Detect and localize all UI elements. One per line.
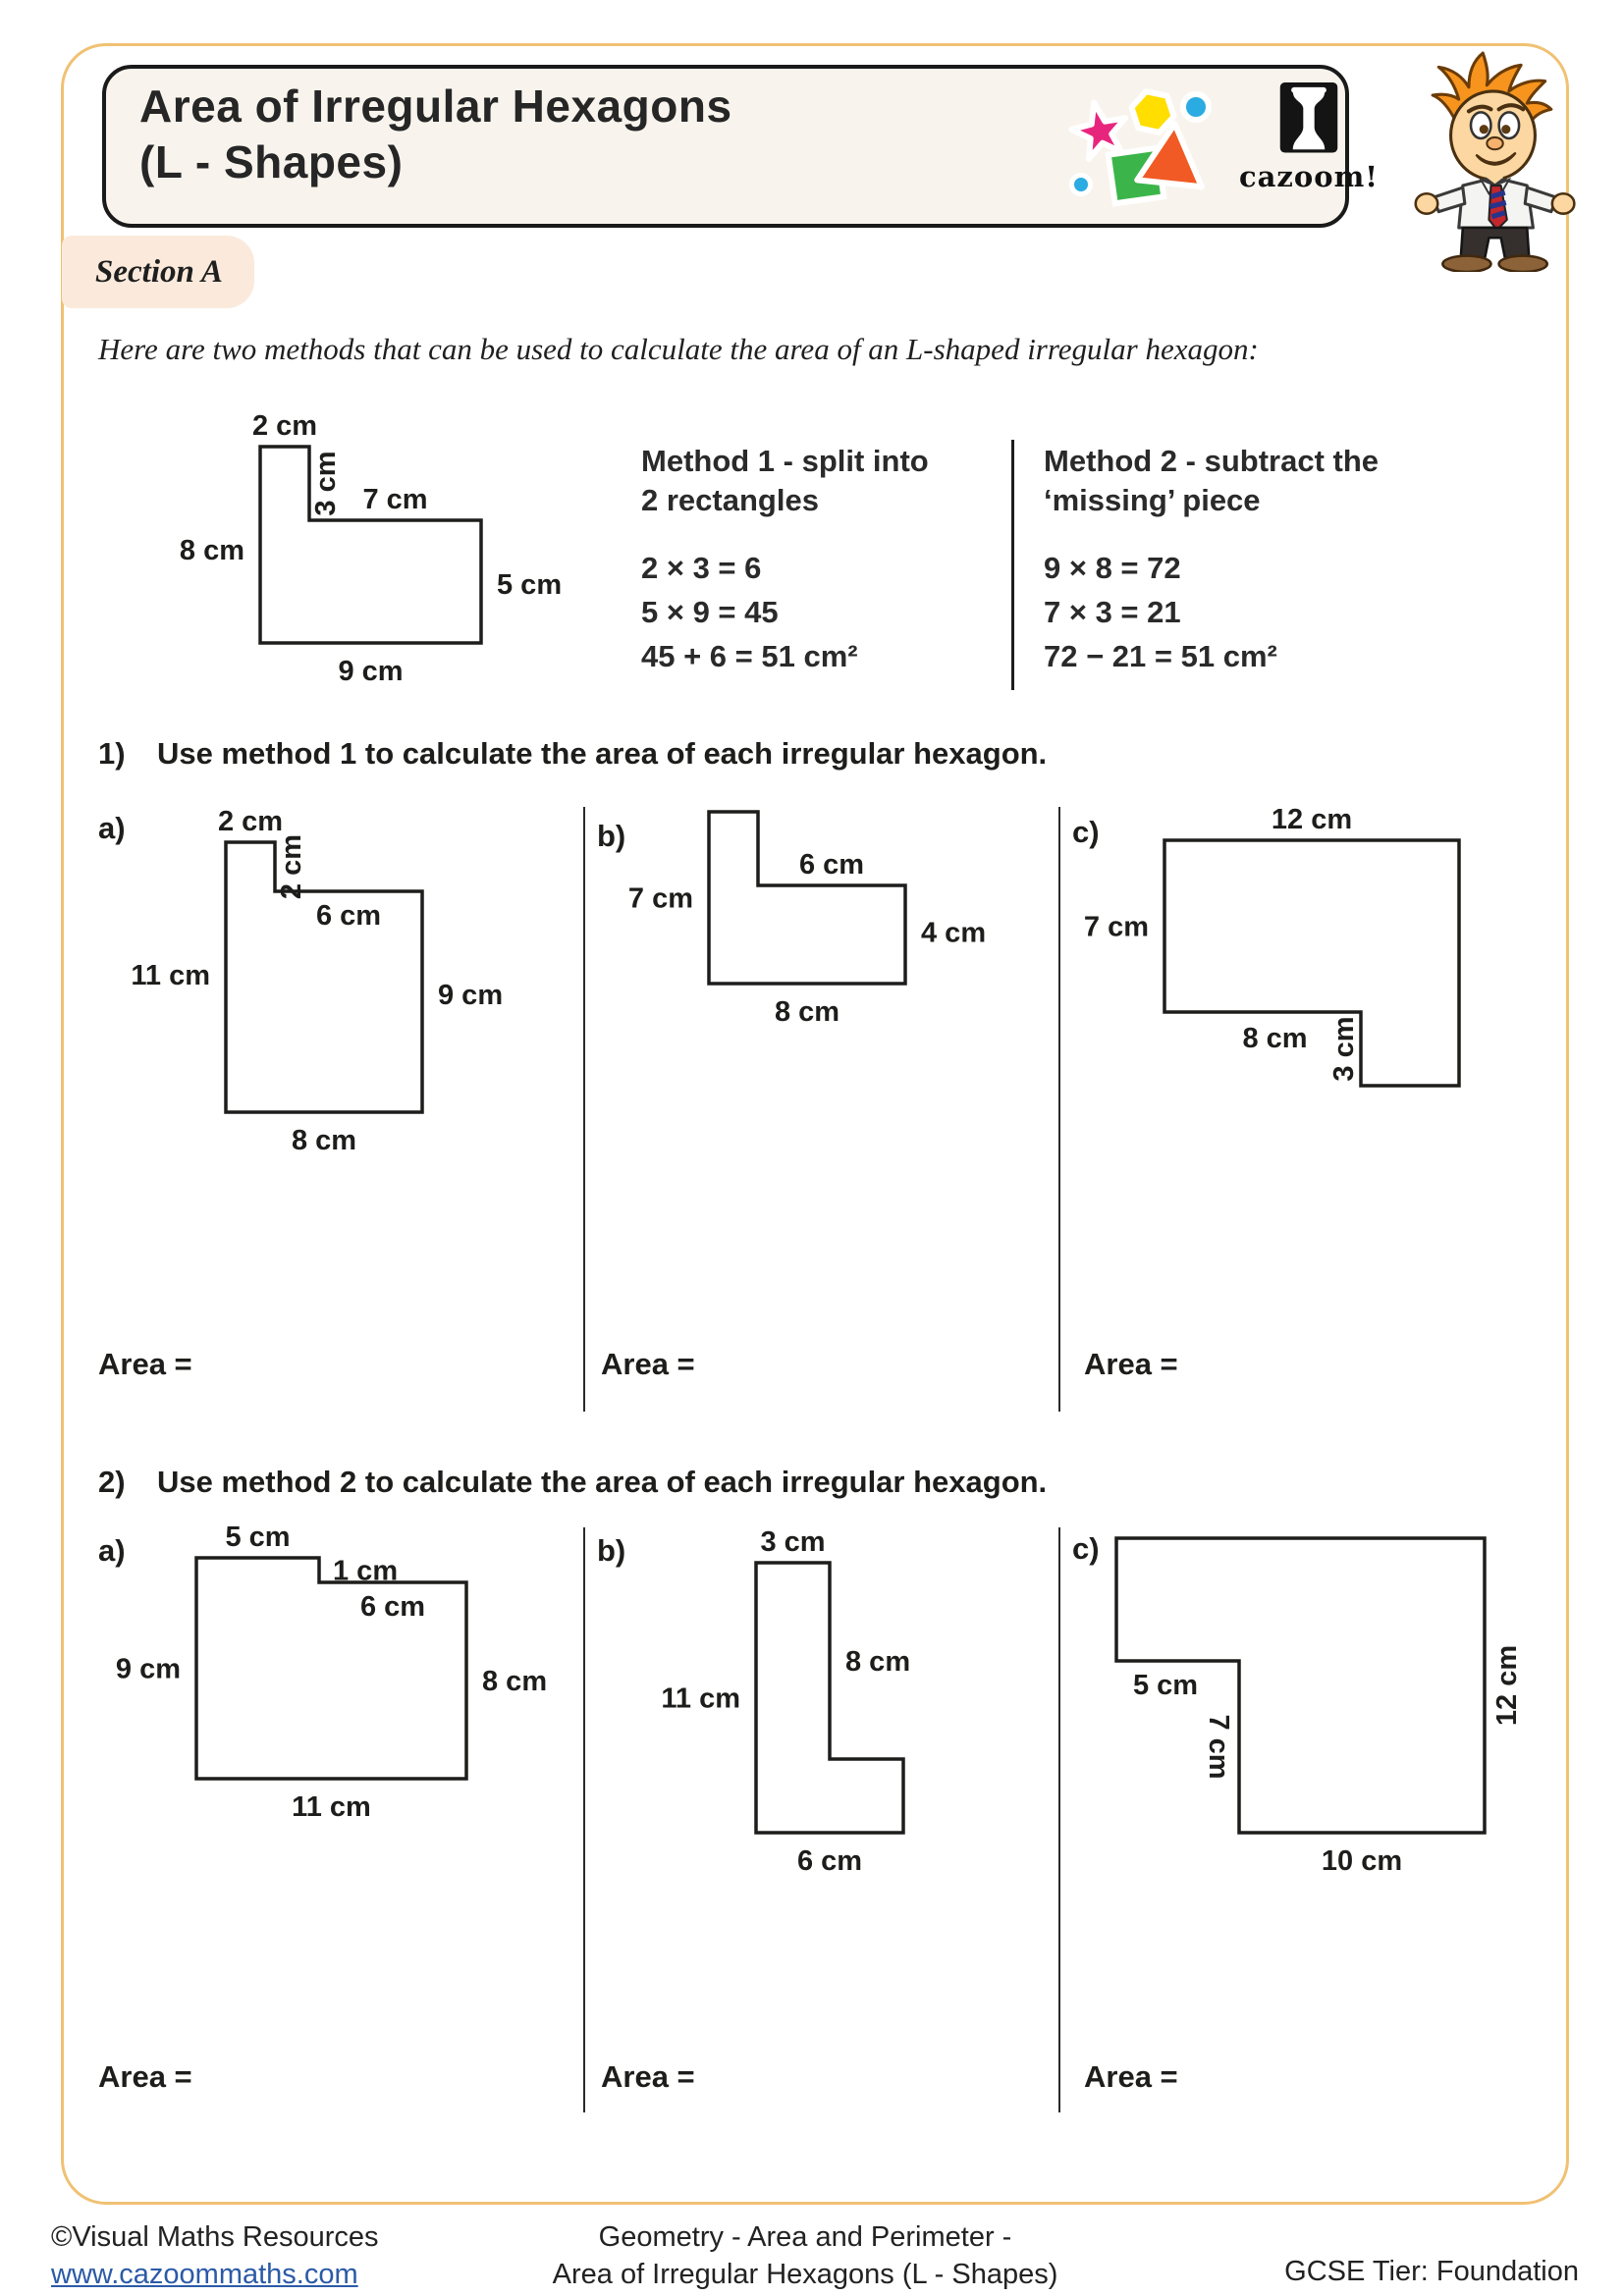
dimension-label: 1 cm [333,1555,399,1587]
method2-line: 7 × 3 = 21 [1044,595,1181,629]
figure-example [179,410,563,687]
page-title [139,79,732,190]
dimension-label: 4 cm [921,917,987,949]
method1-line: 45 + 6 = 51 cm² [641,639,858,673]
q1a-label: a) [98,811,126,845]
q1b-area-label: Area = [601,1347,695,1381]
cazoom-drum-icon [1278,82,1339,159]
method2-title: Method 2 - subtract the ‘missing’ piece [1044,444,1380,517]
figure-q2a [115,1522,548,1823]
dimension-label: 5 cm [497,569,563,601]
header-box [102,65,1380,228]
q2c-label: c) [1072,1531,1100,1566]
shape-outline [1164,840,1459,1086]
method1-working [641,546,858,678]
cazoom-logo [1225,82,1392,193]
cazoom-logo-text: cazoom! [1238,160,1380,193]
dimension-label: 9 cm [115,1653,181,1685]
dimension-label: 3 cm [760,1526,826,1558]
question-1-number: 1) [98,736,126,771]
mascot-trousers [1461,228,1530,258]
dimension-label: 2 cm [251,410,318,442]
dimension-label: 2 cm [276,833,307,900]
q2-column-divider-2 [1058,1527,1060,2112]
dimension-label: 5 cm [225,1522,291,1553]
page-border [61,43,1569,2205]
intro-text: Here are two methods that can be used to calculate the area of an L-shaped irregular hexagon: [98,332,1259,366]
dimension-label: 9 cm [438,980,504,1011]
dimension-label: 8 cm [291,1125,357,1156]
footer-url-link[interactable]: www.cazoommaths.com [51,2259,358,2290]
figure-q1b [627,812,987,1028]
methods-divider [1011,440,1014,690]
figure-q2b [661,1526,911,1877]
footer-credit: ©Visual Maths Resources [51,2221,379,2253]
circle-icon [1183,94,1209,120]
dimension-label: 6 cm [798,849,865,881]
dimension-label: 8 cm [1242,1023,1308,1054]
dimension-label: 11 cm [661,1682,740,1715]
footer-topic-line-1: Geometry - Area and Perimeter - [598,2221,1012,2253]
q1-column-divider-2 [1058,807,1060,1412]
dimension-label: 6 cm [315,900,382,932]
figure-q1c [1083,804,1459,1086]
mascot-shoe-right [1499,256,1547,272]
mascot-hand-left [1416,193,1438,213]
dimension-label: 8 cm [179,535,244,566]
section-a-badge [62,236,254,308]
method1-line: 2 × 3 = 6 [641,551,762,585]
q2a-label: a) [98,1533,126,1568]
dimension-label: 12 cm [1491,1644,1523,1727]
mascot-shoe-left [1442,256,1490,272]
shape-outline [226,842,422,1112]
dimension-label: 3 cm [1328,1016,1360,1082]
footer-tier: GCSE Tier: Foundation [1284,2256,1579,2287]
q2a-area-label: Area = [98,2059,192,2094]
dimension-label: 6 cm [359,1591,426,1623]
dimension-label: 8 cm [774,996,840,1028]
dimension-label: 6 cm [796,1845,863,1877]
question-1-text: Use method 1 to calculate the area of each irregular hexagon. [157,736,1048,771]
dimension-label: 7 cm [1203,1714,1234,1780]
method1-title: Method 1 - split into 2 rectangles [641,444,929,517]
q1-column-divider-1 [583,807,585,1412]
dimension-label: 8 cm [845,1646,911,1678]
question-2-number: 2) [98,1465,126,1499]
dimension-label: 9 cm [338,656,404,687]
q1a-area-label: Area = [98,1347,192,1381]
title-line-2: (L - Shapes) [139,136,404,187]
dimension-label: 11 cm [292,1791,371,1823]
shape-outline [260,447,481,643]
dimension-label: 12 cm [1271,804,1353,835]
dimension-label: 7 cm [362,484,428,515]
shape-outline [756,1563,903,1833]
dimension-label: 7 cm [1083,911,1149,943]
shape-outline [196,1555,466,1779]
method2-working [1044,546,1277,678]
dimension-label: 5 cm [1132,1670,1199,1701]
question-2-text: Use method 2 to calculate the area of each irregular hexagon. [157,1465,1048,1499]
dimension-label: 11 cm [131,960,210,991]
dimension-label: 3 cm [310,451,342,516]
dimension-label: 8 cm [482,1666,548,1697]
method2-line: 9 × 8 = 72 [1044,551,1181,585]
dimension-label: 10 cm [1321,1845,1403,1877]
mascot-nose [1487,137,1502,149]
q1c-label: c) [1072,815,1100,849]
q2b-label: b) [597,1533,626,1568]
footer-credit-block [51,2218,379,2293]
figure-q2c [1116,1538,1523,1877]
mascot-hand-right [1552,193,1575,213]
mascot-character [1392,51,1594,272]
figure-q1a [131,806,504,1156]
shape-outline [709,812,905,984]
footer-topic-block [422,2218,1188,2293]
question-1-heading [98,736,1047,772]
q2b-area-label: Area = [601,2059,695,2094]
small-circle-icon [1072,176,1091,194]
method2-line: 72 − 21 = 51 cm² [1044,639,1277,673]
title-line-1: Area of Irregular Hexagons [139,80,732,132]
q2-column-divider-1 [583,1527,585,2112]
dimension-label: 2 cm [217,806,284,837]
method1-line: 5 × 9 = 45 [641,595,779,629]
mascot-face [1451,91,1536,180]
q1b-label: b) [597,819,626,853]
q2c-area-label: Area = [1084,2059,1178,2094]
footer-topic-line-2: Area of Irregular Hexagons (L - Shapes) [552,2259,1058,2290]
question-2-heading [98,1465,1047,1500]
q1c-area-label: Area = [1084,1347,1178,1381]
dimension-label: 7 cm [627,882,693,915]
section-a-label: Section A [95,253,223,290]
shapes-cluster-icon [1064,82,1212,208]
